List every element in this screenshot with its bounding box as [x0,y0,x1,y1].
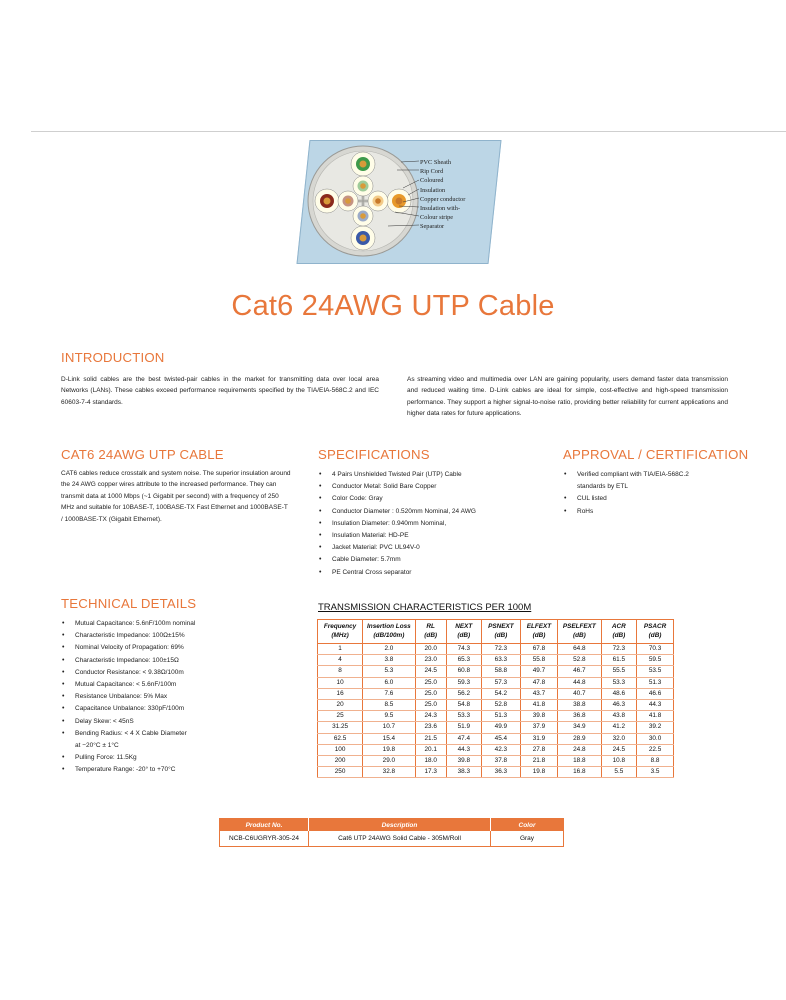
legend-item: Insulation with- [420,205,461,213]
column-header-line: (dB) [648,632,662,639]
cable-diagram-icon [303,140,513,262]
table-cell: 19.8 [520,767,557,778]
column-header [520,620,557,644]
transmission-table [317,619,674,778]
table-cell: Cat6 UTP 24AWG Solid Cable - 305M/Roll [309,831,491,847]
table-cell: 18.8 [558,756,602,767]
table-cell: 3.5 [637,767,674,778]
table-cell: 49.7 [520,666,557,677]
table-cell: 20 [318,700,363,711]
top-divider [31,131,786,132]
table-cell: 36.8 [558,711,602,722]
table-cell: 43.7 [520,688,557,699]
introduction-col1: D-Link solid cables are the best twisted-pair cables in the market for transmitting data over local area Networks (LANs). These cables exceed performance requirements specified by the TIA/EIA-568C.2 and IEC 60603-7-4 standards. [61,376,379,406]
table-cell: 5.3 [363,666,415,677]
legend-item: Insulation [420,186,446,194]
table-row [318,744,674,755]
column-header-line: Insertion Loss [367,623,411,630]
table-cell: 31.25 [318,722,363,733]
table-cell: 57.3 [481,677,520,688]
table-cell: 5.5 [601,767,636,778]
legend-item: Separator [420,223,445,231]
list-item: • Mutual Capacitance: < 5.6nF/100m [61,679,251,691]
table-cell: 51.3 [637,677,674,688]
table-cell: 62.5 [318,733,363,744]
table-cell: 25.0 [415,700,446,711]
table-cell: 48.6 [601,688,636,699]
column-header [481,620,520,644]
table-cell: 36.3 [481,767,520,778]
specifications-list [318,469,548,579]
table-row [318,644,674,655]
table-row [318,700,674,711]
list-item: • Color Code: Gray [318,493,548,505]
table-cell: 47.4 [446,733,481,744]
table-cell: 52.8 [481,700,520,711]
list-item: • Mutual Capacitance: 5.6nF/100m nominal [61,618,251,630]
table-cell: 65.3 [446,655,481,666]
table-cell: 53.3 [446,711,481,722]
column-header-line: ELFEXT [526,623,552,630]
table-cell: 250 [318,767,363,778]
table-cell: 39.8 [520,711,557,722]
transmission-title: TRANSMISSION CHARACTERISTICS PER 100M [318,602,532,613]
table-cell: 8 [318,666,363,677]
legend-item: Copper conductor [420,195,466,203]
column-header-line: (dB/100m) [373,632,405,639]
table-body [318,644,674,778]
table-cell: 10.8 [601,756,636,767]
table-cell: 54.8 [446,700,481,711]
list-item [318,530,548,542]
legend-item: Coloured [420,177,444,185]
list-item: • Characteristic Impedance: 100±15Ω [61,655,251,667]
page-title: Cat6 24AWG UTP Cable [231,290,555,322]
table-cell: 41.8 [637,711,674,722]
table-cell: 24.3 [415,711,446,722]
list-item: • Pulling Force: 11.5Kg [61,752,251,764]
column-header: Product No. [220,819,309,832]
table-cell: 20.1 [415,744,446,755]
column-header-line: (dB) [494,632,508,639]
table-row [318,722,674,733]
column-header-line: RL [426,623,435,630]
column-header [363,620,415,644]
table-cell: 25.0 [415,688,446,699]
table-cell: Gray [519,835,535,842]
table-cell: 39.8 [446,756,481,767]
table-cell: 55.8 [520,655,557,666]
product-table [219,818,564,847]
column-header-line: (dB) [532,632,546,639]
legend-item: Colour stripe [420,214,454,222]
table-row [220,831,564,847]
table-cell: 16 [318,688,363,699]
table-cell: 38.8 [558,700,602,711]
column-header-line: ACR [611,623,626,630]
column-header [446,620,481,644]
specifications-heading: SPECIFICATIONS [318,447,430,462]
list-item: • Conductor Resistance: < 9.38Ω/100m [61,667,251,679]
table-cell: 63.3 [481,655,520,666]
table-cell: 17.3 [415,767,446,778]
column-header [558,620,602,644]
table-cell: 46.3 [601,700,636,711]
table-row [318,655,674,666]
table-cell: 32.0 [601,733,636,744]
list-item: • Capacitance Unbalance: 330pF/100m [61,703,251,715]
table-cell: 21.5 [415,733,446,744]
list-item: • Nominal Velocity of Propagation: 69% [61,642,251,654]
column-header [415,620,446,644]
table-header-row [318,620,674,644]
technical-list [61,618,251,777]
table-cell: 46.6 [637,688,674,699]
list-item: • CUL listed [563,493,743,505]
list-item-continuation: standards by ETL [577,483,628,491]
technical-heading: TECHNICAL DETAILS [61,596,197,611]
table-cell: 53.5 [637,666,674,677]
column-header-line: NEXT [455,623,473,630]
introduction-col2: As streaming video and multimedia over LAN are gaining popularity, users demand faster data transmission and reduced waiting time. D-Link cables are ideal for simple, cost-effective and high-speed transmission performance. They support a higher signal-to-noise ratio, providing better reliability for current applications and higher data rates for future applications. [407,376,728,418]
table-cell: 100 [318,744,363,755]
list-item: • 4 Pairs Unshielded Twisted Pair (UTP) Cable [318,469,548,481]
column-header-line: PSACR [643,623,667,630]
table-cell: 10.7 [363,722,415,733]
cat6-body: CAT6 cables reduce crosstalk and system noise. The superior insulation around the 24 AWG copper wires attribute to the increased performance. They can transmit data at 1000 Mbps (~1 Gigabit per second) with a frequency of 250 MHz and suitable for 10BASE-T, 100BASE-TX Fast Ethernet and 1000BASE-T / 1000BASE-TX (Gigabit Ethernet). [61,470,291,523]
list-item: • Conductor Diameter : 0.520mm Nominal, 24 AWG [318,506,548,518]
column-header-line: Frequency [323,623,357,630]
table-cell: 34.9 [558,722,602,733]
list-item: • RoHs [563,506,743,518]
table-cell: 32.8 [363,767,415,778]
table-row [318,677,674,688]
table-cell: 64.8 [558,644,602,655]
list-item: • Verified compliant with TIA/EIA-568C.2 [563,469,743,481]
column-header-line: (dB) [572,632,586,639]
table-cell: 20.0 [415,644,446,655]
table-cell: 3.8 [363,655,415,666]
table-cell: 72.3 [481,644,520,655]
table-cell: 44.3 [637,700,674,711]
table-row [318,756,674,767]
table-cell: 19.8 [363,744,415,755]
table-cell: 42.3 [481,744,520,755]
table-cell: 44.3 [446,744,481,755]
table-cell: 59.5 [637,655,674,666]
table-cell: 23.0 [415,655,446,666]
cable-cross-section-figure [303,140,513,262]
table-cell: 52.8 [558,655,602,666]
approval-list [563,469,743,518]
legend-item: Rip Cord [420,168,444,176]
list-item: • Conductor Metal: Solid Bare Copper [318,481,548,493]
table-cell: 59.3 [446,677,481,688]
list-item: • Cable Diameter: 5.7mm [318,554,548,566]
table-cell: 61.5 [601,655,636,666]
table-cell: 70.3 [637,644,674,655]
approval-heading: APPROVAL / CERTIFICATION [563,447,749,462]
column-header-line: PSNEXT [488,623,514,630]
table-cell: 6.0 [363,677,415,688]
column-header [637,620,674,644]
legend-item: PVC Sheath [420,159,451,166]
table-cell: 67.8 [520,644,557,655]
table-cell: 38.3 [446,767,481,778]
cable-legend [420,158,465,232]
list-item: • Jacket Material: PVC UL94V-0 [318,542,548,554]
table-cell: 41.2 [601,722,636,733]
table-cell: 24.5 [415,666,446,677]
table-cell: 54.2 [481,688,520,699]
table-row [318,711,674,722]
table-cell: 1 [318,644,363,655]
column-header: Description [309,819,491,832]
table-cell: 41.8 [520,700,557,711]
column-header-line: PSELFEXT [562,623,596,630]
column-header-line: (dB) [612,632,626,639]
table-cell: 200 [318,756,363,767]
table-cell: 37.9 [520,722,557,733]
table-cell: 8.8 [637,756,674,767]
table-cell: 15.4 [363,733,415,744]
table-cell: 39.2 [637,722,674,733]
table-cell: 7.6 [363,688,415,699]
table-cell: 51.3 [481,711,520,722]
table-cell: 24.5 [601,744,636,755]
table-cell: 47.8 [520,677,557,688]
table-cell: 25 [318,711,363,722]
table-cell: 45.4 [481,733,520,744]
table-cell: 27.8 [520,744,557,755]
list-item: • Temperature Range: -20° to +70°C [61,764,251,776]
table-cell: 56.2 [446,688,481,699]
table-cell: 22.5 [637,744,674,755]
table-cell: NCB-C6UGRYR-305-24 [220,831,309,847]
table-cell: 51.9 [446,722,481,733]
column-header [318,620,363,644]
column-header [601,620,636,644]
table-cell: 31.9 [520,733,557,744]
column-header-line: (dB) [457,632,471,639]
table-cell: 18.0 [415,756,446,767]
column-header-line: (MHz) [331,632,349,639]
list-item-continuation: Insulation Material: HD-PE [332,532,409,540]
table-cell: 53.3 [601,677,636,688]
list-item: • Delay Skew: < 45nS [61,716,251,728]
table-cell: 28.9 [558,733,602,744]
table-cell: 58.8 [481,666,520,677]
list-item: • Insulation Diameter: 0.940mm Nominal, [318,518,548,530]
table-row [318,688,674,699]
list-item-continuation: at −20°C ± 1°C [75,742,119,750]
table-cell: 4 [318,655,363,666]
table-cell: 29.0 [363,756,415,767]
table-cell: 21.8 [520,756,557,767]
list-item: • Resistance Unbalance: 5% Max [61,691,251,703]
introduction-heading: INTRODUCTION [61,350,165,365]
table-cell: 24.8 [558,744,602,755]
table-cell: 25.0 [415,677,446,688]
list-item: • PE Central Cross separator [318,567,548,579]
table-cell: 40.7 [558,688,602,699]
table-cell: 49.9 [481,722,520,733]
table-row [318,767,674,778]
table-cell: 55.5 [601,666,636,677]
column-header: Color [491,819,564,832]
table-cell: 9.5 [363,711,415,722]
table-cell: 44.8 [558,677,602,688]
table-row [318,666,674,677]
table-cell: 23.6 [415,722,446,733]
table-cell: 72.3 [601,644,636,655]
table-cell: 10 [318,677,363,688]
table-cell: 46.7 [558,666,602,677]
table-cell: 60.8 [446,666,481,677]
column-header-line: (dB) [424,632,438,639]
list-item: • Characteristic Impedance: 100Ω±15% [61,630,251,642]
table-cell: 16.8 [558,767,602,778]
table-cell: 43.8 [601,711,636,722]
table-cell: 37.8 [481,756,520,767]
cat6-heading: CAT6 24AWG UTP CABLE [61,447,224,462]
table-header-row [220,819,564,832]
table-cell: 8.5 [363,700,415,711]
table-row [318,733,674,744]
table-cell: 2.0 [363,644,415,655]
table-cell: 30.0 [637,733,674,744]
list-item: • Bending Radius: < 4 X Cable Diameter [61,728,251,740]
table-cell: 74.3 [446,644,481,655]
